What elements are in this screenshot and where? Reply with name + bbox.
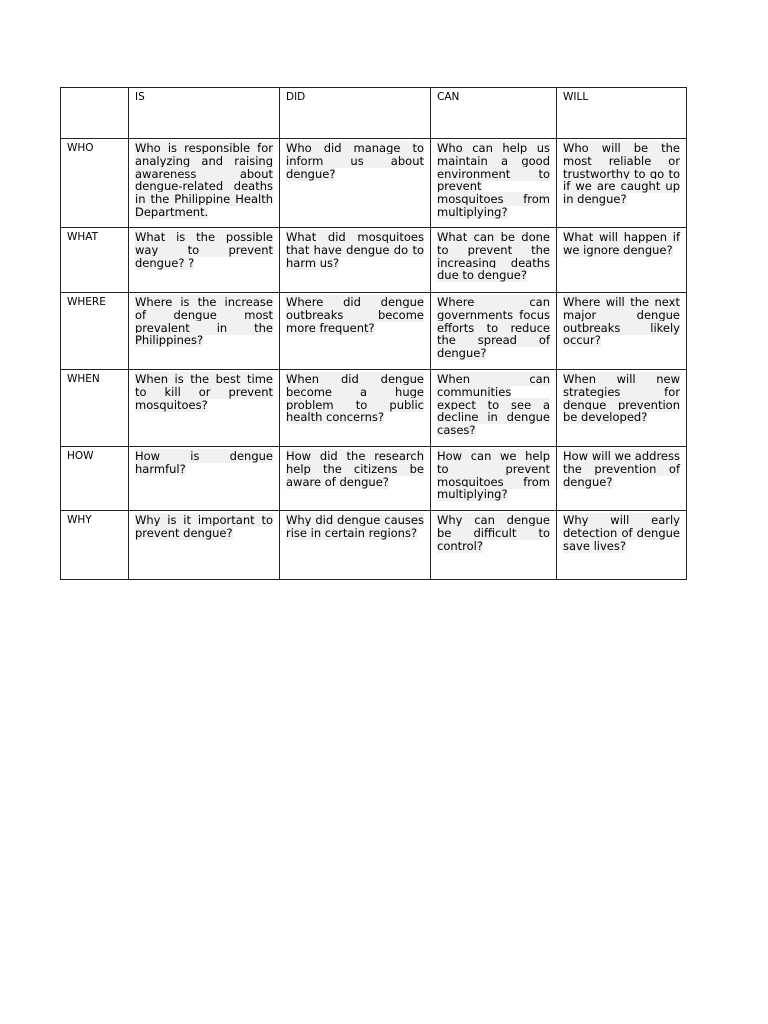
- table-row-where: [61, 293, 687, 370]
- table-row-how: [61, 447, 687, 511]
- question-text: When will new strategies for dengue prevention be developed?: [563, 372, 680, 425]
- cell-why-did: [280, 511, 431, 580]
- row-header-why: WHY: [61, 511, 129, 580]
- cell-who-can: [431, 139, 557, 228]
- cell-how-is: [129, 447, 280, 511]
- question-text: When is the best time to kill or prevent mosquitoes?: [135, 372, 273, 412]
- question-text: When can communities expect to see a decline in dengue cases?: [437, 372, 550, 438]
- cell-what-is: [129, 228, 280, 293]
- question-text: Who is responsible for analyzing and raising awareness about dengue-related deaths in the Philippine Health Department.: [135, 141, 273, 219]
- question-matrix-table: [60, 87, 687, 580]
- question-text: Who will be the most reliable or trustworthy to go to if we are caught up in dengue?: [563, 141, 680, 207]
- question-text: What can be done to prevent the increasing deaths due to dengue?: [437, 230, 550, 283]
- cell-who-did: [280, 139, 431, 228]
- table-row-who: [61, 139, 687, 228]
- cell-where-will: [557, 293, 687, 370]
- question-text: How did the research help the citizens be aware of dengue?: [286, 449, 424, 489]
- table-row-what: [61, 228, 687, 293]
- cell-what-did: [280, 228, 431, 293]
- cell-when-will: [557, 370, 687, 447]
- row-header-who: WHO: [61, 139, 129, 228]
- cell-who-is: [129, 139, 280, 228]
- cell-why-is: [129, 511, 280, 580]
- row-header-where: WHERE: [61, 293, 129, 370]
- row-header-when: WHEN: [61, 370, 129, 447]
- question-text: When did dengue become a huge problem to public health concerns?: [286, 372, 424, 425]
- cell-when-did: [280, 370, 431, 447]
- header-row: [61, 88, 687, 139]
- cell-when-can: [431, 370, 557, 447]
- question-text: Why is it important to prevent dengue?: [135, 513, 273, 540]
- question-text: Where is the increase of dengue most prevalent in the Philippines?: [135, 295, 273, 348]
- question-text: Why did dengue causes rise in certain regions?: [286, 513, 424, 540]
- question-text: What will happen if we ignore dengue?: [563, 230, 680, 257]
- question-text: What is the possible way to prevent dengue? ?: [135, 230, 273, 270]
- question-text: Why will early detection of dengue save lives?: [563, 513, 680, 553]
- corner-cell: [61, 88, 129, 139]
- question-text: Where will the next major dengue outbreaks likely occur?: [563, 295, 680, 348]
- cell-where-can: [431, 293, 557, 370]
- question-text: Where did dengue outbreaks become more frequent?: [286, 295, 424, 335]
- cell-what-can: [431, 228, 557, 293]
- column-header-did: DID: [280, 88, 431, 139]
- cell-how-can: [431, 447, 557, 511]
- question-text: Where can governments focus efforts to reduce the spread of dengue?: [437, 295, 550, 361]
- question-text: What did mosquitoes that have dengue do to harm us?: [286, 230, 424, 270]
- cell-how-did: [280, 447, 431, 511]
- column-header-will: WILL: [557, 88, 687, 139]
- cell-what-will: [557, 228, 687, 293]
- question-text: How is dengue harmful?: [135, 449, 273, 476]
- question-text: Who can help us maintain a good environment to prevent mosquitoes from multiplying?: [437, 141, 550, 219]
- column-header-can: CAN: [431, 88, 557, 139]
- cell-why-will: [557, 511, 687, 580]
- cell-how-will: [557, 447, 687, 511]
- question-text: Who did manage to inform us about dengue?: [286, 141, 424, 181]
- cell-when-is: [129, 370, 280, 447]
- cell-where-did: [280, 293, 431, 370]
- row-header-how: HOW: [61, 447, 129, 511]
- row-header-what: WHAT: [61, 228, 129, 293]
- column-header-is: IS: [129, 88, 280, 139]
- question-text: Why can dengue be difficult to control?: [437, 513, 550, 553]
- table-row-why: [61, 511, 687, 580]
- question-text: How will we address the prevention of dengue?: [563, 449, 680, 489]
- cell-who-will: [557, 139, 687, 228]
- question-text: How can we help to prevent mosquitoes from multiplying?: [437, 449, 550, 502]
- cell-why-can: [431, 511, 557, 580]
- cell-where-is: [129, 293, 280, 370]
- table-row-when: [61, 370, 687, 447]
